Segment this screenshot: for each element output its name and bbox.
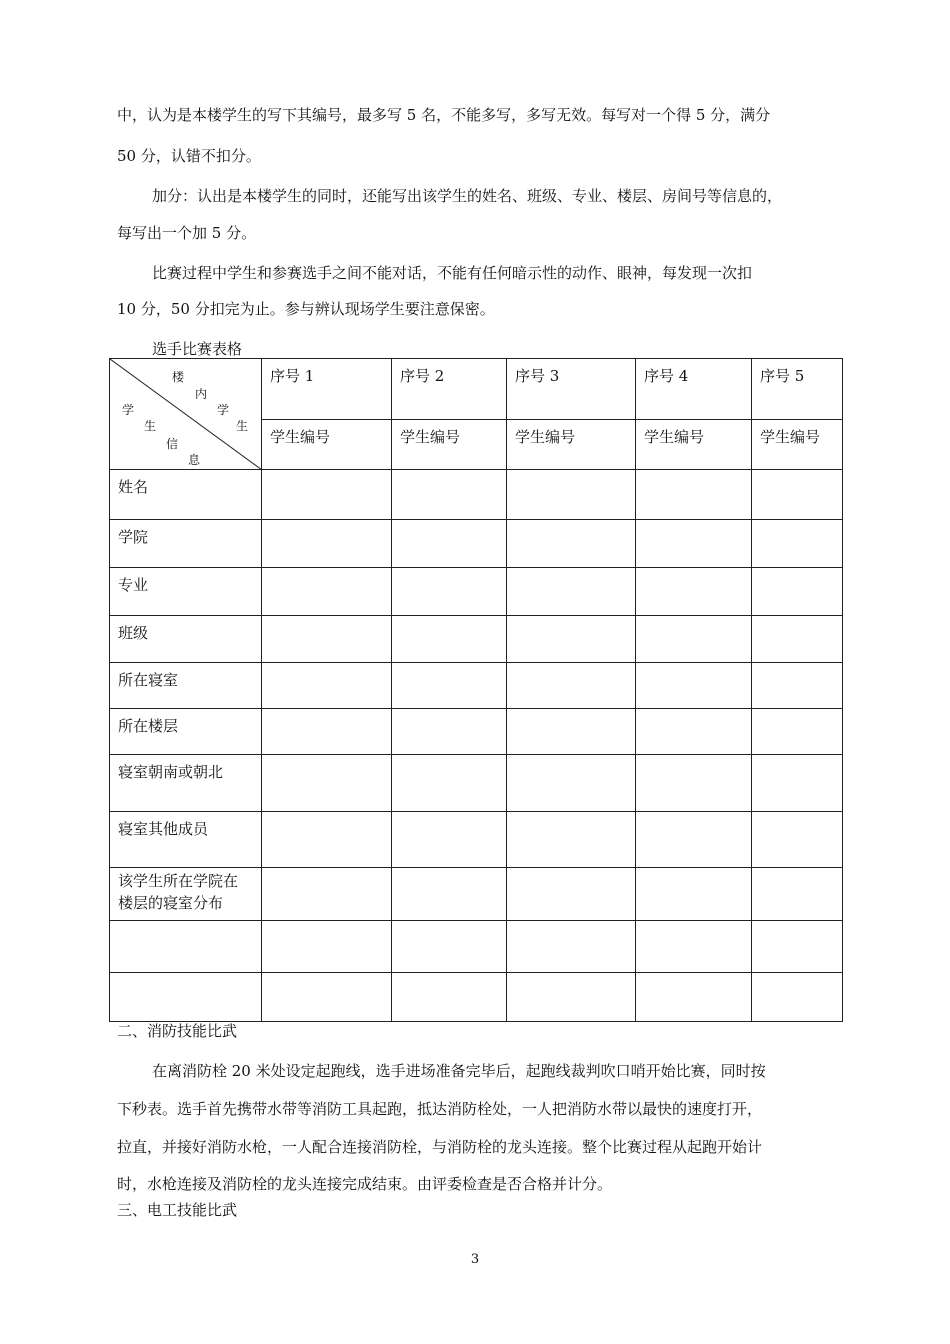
table-row: [110, 520, 843, 568]
row-label-two-line: [110, 868, 262, 921]
table-row: [110, 868, 843, 921]
table-cell: [392, 663, 507, 709]
table-cell: [636, 973, 752, 1022]
table-cell: [636, 868, 752, 921]
table-cell: [262, 616, 392, 663]
section-2-line-2: 下秒表。选手首先携带水带等消防工具起跑，抵达消防栓处，一人把消防水带以最快的速度打开，: [117, 1100, 763, 1118]
table-cell: [507, 709, 636, 755]
paragraph-1-line-1: 中，认为是本楼学生的写下其编号，最多写 5 名，不能多写，多写无效。每写对一个得 5 分，满分: [117, 106, 771, 124]
table-cell: [392, 921, 507, 973]
table-cell: [507, 568, 636, 616]
row-label: 班级: [110, 616, 262, 663]
row-label: 寝室朝南或朝北: [110, 755, 262, 812]
table-cell: [752, 868, 843, 921]
header-seq-3: 序号 3: [507, 359, 636, 420]
header-seq-1: 序号 1: [262, 359, 392, 420]
table-cell: [752, 755, 843, 812]
row-label: 专业: [110, 568, 262, 616]
header-seq-2: 序号 2: [392, 359, 507, 420]
table-cell: [752, 470, 843, 520]
table-cell: [392, 520, 507, 568]
section-2-heading: 二、消防技能比武: [117, 1022, 238, 1040]
table-cell: [262, 520, 392, 568]
table-row: [110, 921, 843, 973]
table-cell: [636, 616, 752, 663]
table-row: [110, 568, 843, 616]
table-cell: [636, 921, 752, 973]
table-cell: [262, 921, 392, 973]
table-row: [110, 616, 843, 663]
header-seq-4: 序号 4: [636, 359, 752, 420]
table-cell: [262, 709, 392, 755]
corner-char-bottom-2: 生: [144, 419, 157, 433]
table-cell: [392, 709, 507, 755]
table-row: [110, 709, 843, 755]
table-cell: [507, 616, 636, 663]
table-caption: 选手比赛表格: [152, 340, 243, 358]
table-cell: [507, 973, 636, 1022]
table-cell: [636, 470, 752, 520]
table-cell: [392, 868, 507, 921]
table-cell: [636, 663, 752, 709]
table-cell: [507, 921, 636, 973]
row-label: [110, 973, 262, 1022]
corner-char-bottom-1: 学: [122, 403, 135, 417]
row-label: 所在楼层: [110, 709, 262, 755]
table-cell: [507, 520, 636, 568]
table-cell: [752, 616, 843, 663]
section-2-line-3: 拉直，并接好消防水枪，一人配合连接消防栓，与消防栓的龙头连接。整个比赛过程从起跑开始计: [117, 1138, 763, 1156]
table-cell: [507, 755, 636, 812]
paragraph-3-line-1: 比赛过程中学生和参赛选手之间不能对话，不能有任何暗示性的动作、眼神，每发现一次扣: [152, 264, 753, 282]
table-row: [110, 663, 843, 709]
table-cell: [262, 973, 392, 1022]
table-cell: [262, 868, 392, 921]
section-3-heading: 三、电工技能比武: [117, 1201, 238, 1219]
header-id-5: 学生编号: [752, 420, 843, 470]
table-row: [110, 812, 843, 868]
corner-char-top-2: 内: [195, 387, 208, 401]
table-cell: [752, 520, 843, 568]
table-row: [110, 973, 843, 1022]
header-id-1: 学生编号: [262, 420, 392, 470]
table-cell: [636, 755, 752, 812]
table-row: [110, 470, 843, 520]
corner-char-bottom-4: 息: [188, 453, 201, 467]
table-cell: [752, 921, 843, 973]
paragraph-2-line-2: 每写出一个加 5 分。: [117, 224, 257, 242]
header-id-3: 学生编号: [507, 420, 636, 470]
table-cell: [507, 868, 636, 921]
table-cell: [262, 663, 392, 709]
table-cell: [636, 812, 752, 868]
table-cell: [392, 616, 507, 663]
paragraph-2-line-1: 加分：认出是本楼学生的同时，还能写出该学生的姓名、班级、专业、楼层、房间号等信息的，: [152, 187, 783, 205]
table-cell: [392, 568, 507, 616]
table-cell: [507, 812, 636, 868]
paragraph-1-line-2: 50 分，认错不扣分。: [117, 147, 261, 165]
row-label: 学院: [110, 520, 262, 568]
header-id-4: 学生编号: [636, 420, 752, 470]
diagonal-corner-cell: [110, 359, 262, 470]
table-cell: [636, 709, 752, 755]
table-cell: [262, 568, 392, 616]
table-cell: [752, 709, 843, 755]
table-cell: [507, 470, 636, 520]
table-cell: [752, 812, 843, 868]
section-2-line-4: 时，水枪连接及消防栓的龙头连接完成结束。由评委检查是否合格并计分。: [117, 1175, 613, 1193]
table-cell: [636, 568, 752, 616]
header-id-2: 学生编号: [392, 420, 507, 470]
section-2-line-1: 在离消防栓 20 米处设定起跑线，选手进场准备完毕后，起跑线裁判吹口哨开始比赛，同时按: [152, 1062, 766, 1080]
table-cell: [392, 470, 507, 520]
table-cell: [752, 663, 843, 709]
corner-char-top-3: 学: [217, 403, 230, 417]
table-cell: [262, 755, 392, 812]
table-cell: [392, 973, 507, 1022]
table-cell: [392, 755, 507, 812]
table-cell: [262, 470, 392, 520]
page-number: 3: [470, 1252, 480, 1267]
corner-char-top-1: 楼: [172, 370, 185, 384]
row-label: [110, 921, 262, 973]
paragraph-3-line-2: 10 分，50 分扣完为止。参与辨认现场学生要注意保密。: [117, 300, 495, 318]
table-cell: [752, 568, 843, 616]
table-row: [110, 755, 843, 812]
corner-char-top-4: 生: [236, 419, 249, 433]
table-header-row-seq: [110, 359, 843, 420]
table-cell: [752, 973, 843, 1022]
table-cell: [507, 663, 636, 709]
corner-char-bottom-3: 信: [166, 437, 179, 451]
row-label: 寝室其他成员: [110, 812, 262, 868]
table-cell: [636, 520, 752, 568]
row-label-line-2: 楼层的寝室分布: [118, 894, 224, 912]
header-seq-5: 序号 5: [752, 359, 843, 420]
contestant-table: [109, 358, 843, 1022]
row-label: 所在寝室: [110, 663, 262, 709]
row-label-line-1: 该学生所在学院在: [118, 872, 239, 890]
table-cell: [262, 812, 392, 868]
table-cell: [392, 812, 507, 868]
row-label: 姓名: [110, 470, 262, 520]
